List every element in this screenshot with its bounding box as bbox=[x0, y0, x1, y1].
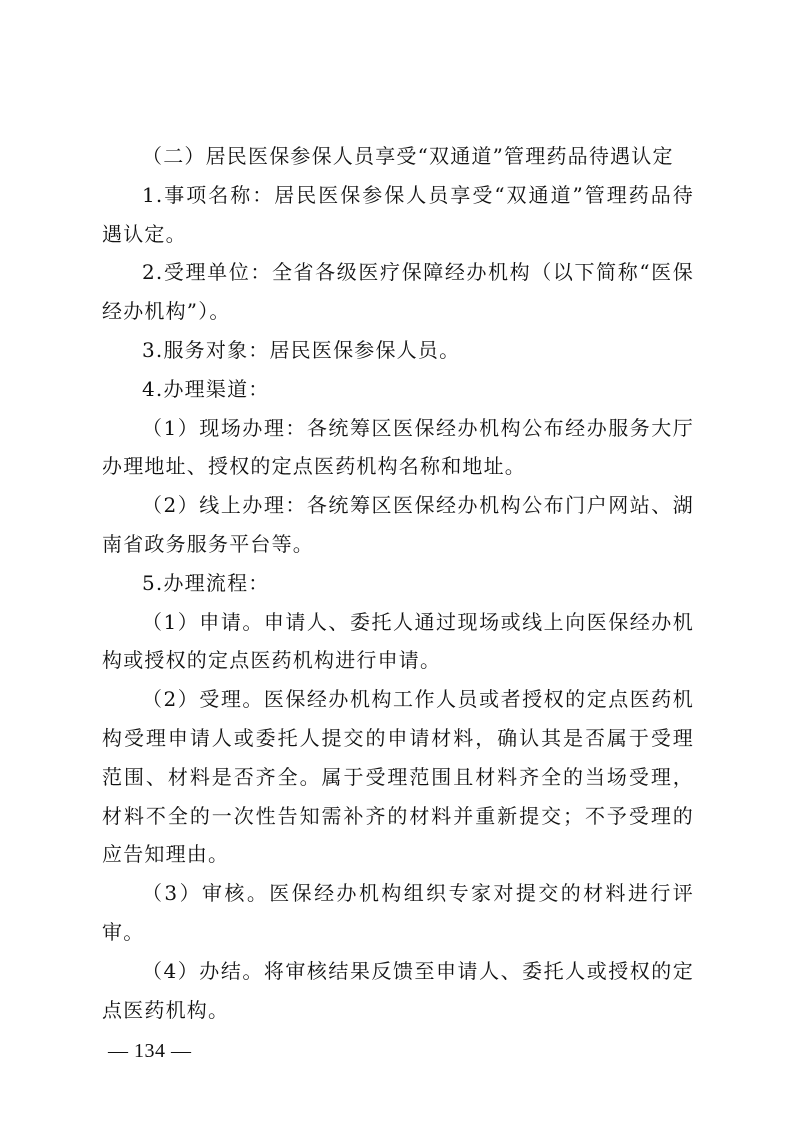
process-heading: 5.办理流程： bbox=[142, 570, 270, 595]
channels-heading: 4.办理渠道： bbox=[142, 376, 270, 401]
online-channel-paragraph: （2）线上办理：各统筹区医保经办机构公布门户网站、湖南省政务服务平台等。 bbox=[102, 493, 694, 556]
onsite-channel-paragraph: （1）现场办理：各统筹区医保经办机构公布经办服务大厅办理地址、授权的定点医药机构名称和地址。 bbox=[102, 415, 694, 479]
apply-step-paragraph: （1）申请。申请人、委托人通过现场或线上向医保经办机构或授权的定点医药机构进行申请。 bbox=[102, 609, 694, 673]
page-number: — 134 — bbox=[108, 1040, 192, 1062]
complete-step-paragraph: （4）办结。将审核结果反馈至申请人、委托人或授权的定点医药机构。 bbox=[102, 958, 694, 1022]
review-step-paragraph: （3）审核。医保经办机构组织专家对提交的材料进行评审。 bbox=[102, 881, 694, 944]
service-target-paragraph: 3.服务对象：居民医保参保人员。 bbox=[142, 337, 461, 362]
section-heading: （二）居民医保参保人员享受“双通道”管理药品待遇认定 bbox=[142, 144, 674, 168]
document-body bbox=[102, 137, 694, 1029]
accepting-unit-paragraph: 2.受理单位：全省各级医疗保障经办机构（以下简称“医保经办机构”）。 bbox=[102, 260, 694, 324]
item-name-paragraph: 1.事项名称：居民医保参保人员享受“双通道”管理药品待遇认定。 bbox=[102, 182, 694, 246]
accept-step-paragraph: （2）受理。医保经办机构工作人员或者授权的定点医药机构受理申请人或委托人提交的申请材料，确认其是否属于受理范围、材料是否齐全。属于受理范围且材料齐全的当场受理，材料不全的一次性告知需补齐的材料并重新提交；不予受理的应告知理由。 bbox=[102, 687, 694, 867]
